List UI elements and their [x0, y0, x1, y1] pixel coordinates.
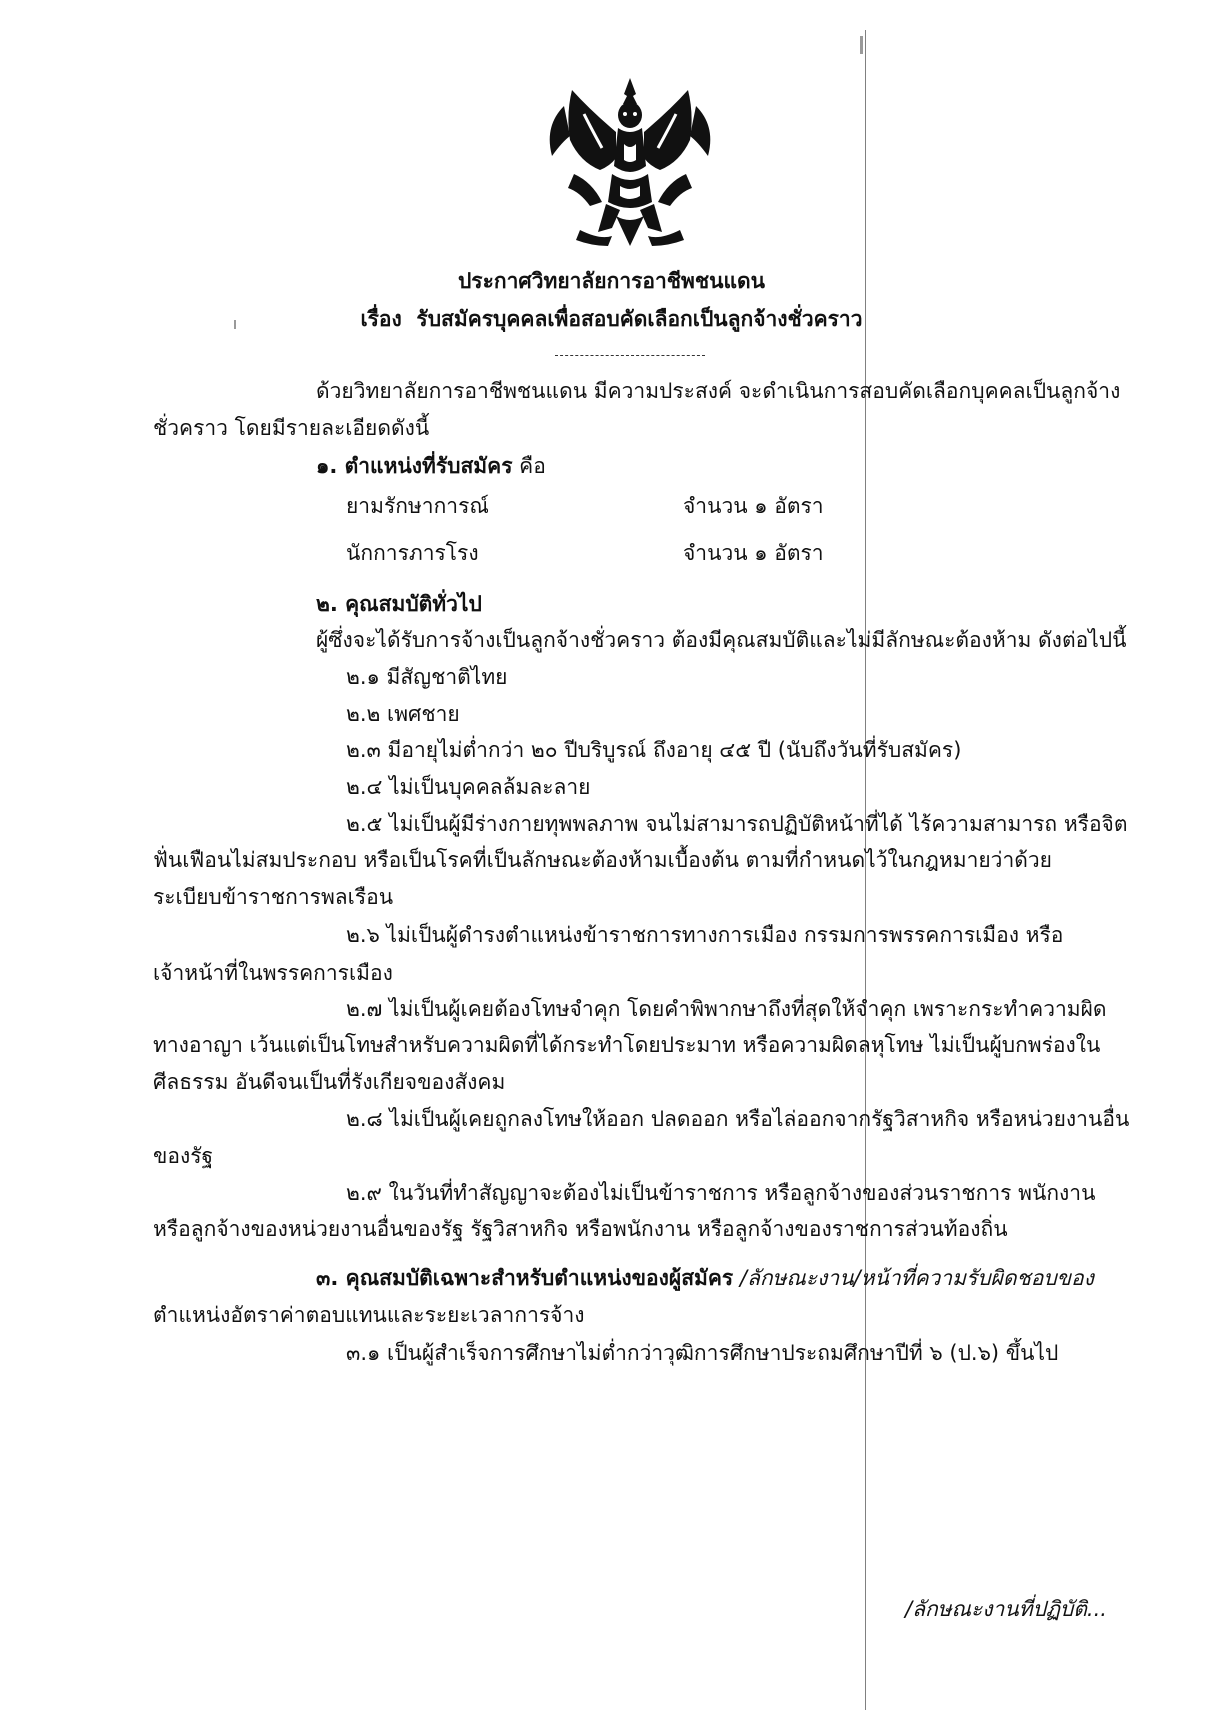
qualification-item: ๓.๑ เป็นผู้สำเร็จการศึกษาไม่ต่ำกว่าวุฒิการศึกษาประถมศึกษาปีที่ ๖ (ป.๖) ขึ้นไป	[346, 1341, 1059, 1365]
position-count: จำนวน ๑ อัตรา	[683, 494, 824, 518]
qualification-item: ๒.๓ มีอายุไม่ต่ำกว่า ๒๐ ปีบริบูรณ์ ถึงอายุ ๔๕ ปี (นับถึงวันที่รับสมัคร)	[346, 738, 962, 762]
qualification-item: ๒.๗ ไม่เป็นผู้เคยต้องโทษจำคุก โดยคำพิพากษาถึงที่สุดให้จำคุก เพราะกระทำความผิด	[346, 997, 1107, 1021]
qualification-item: ๒.๙ ในวันที่ทำสัญญาจะต้องไม่เป็นข้าราชการ หรือลูกจ้างของส่วนราชการ พนักงาน	[346, 1181, 1096, 1205]
qualification-continuation: เจ้าหน้าที่ในพรรคการเมือง	[153, 961, 393, 985]
section-3-line-2: ตำแหน่งอัตราค่าตอบแทนและระยะเวลาการจ้าง	[153, 1303, 585, 1327]
garuda-emblem-icon	[540, 70, 720, 260]
intro-line-2: ชั่วคราว โดยมีรายละเอียดดังนี้	[153, 416, 430, 440]
qualification-item: ๒.๕ ไม่เป็นผู้มีร่างกายทุพพลภาพ จนไม่สามารถปฏิบัติหน้าที่ได้ ไร้ความสามารถ หรือจิต	[346, 812, 1128, 836]
qualification-item: ๒.๘ ไม่เป็นผู้เคยถูกลงโทษให้ออก ปลดออก หรือไล่ออกจากรัฐวิสาหกิจ หรือหน่วยงานอื่น	[346, 1107, 1130, 1131]
subject-line	[0, 306, 1223, 332]
intro-line-1: ด้วยวิทยาลัยการอาชีพชนแดน มีความประสงค์ จะดำเนินการสอบคัดเลือกบุคคลเป็นลูกจ้าง	[316, 379, 1121, 403]
section-2-intro: ผู้ซึ่งจะได้รับการจ้างเป็นลูกจ้างชั่วคราว ต้องมีคุณสมบัติและไม่มีลักษณะต้องห้าม ดังต่อไปนี้	[316, 628, 1127, 652]
qualification-continuation: ทางอาญา เว้นแต่เป็นโทษสำหรับความผิดที่ได้กระทำโดยประมาท หรือความผิดลหุโทษ ไม่เป็นผู้บกพร่องใน	[153, 1033, 1101, 1057]
qualification-continuation: ระเบียบข้าราชการพลเรือน	[153, 885, 394, 909]
title-divider	[555, 355, 705, 356]
subject-label: เรื่อง	[360, 307, 402, 331]
scan-speck	[860, 36, 863, 54]
qualification-item: ๒.๑ มีสัญชาติไทย	[346, 665, 508, 689]
section-3-title-rest: /ลักษณะงาน/หน้าที่ความรับผิดชอบของ	[739, 1266, 1094, 1290]
page-title: ประกาศวิทยาลัยการอาชีพชนแดน	[457, 269, 766, 293]
position-count: จำนวน ๑ อัตรา	[683, 541, 824, 565]
section-1-title: ๑. ตำแหน่งที่รับสมัคร	[316, 454, 513, 478]
position-name: ยามรักษาการณ์	[346, 494, 489, 518]
qualification-continuation: ศีลธรรม อันดีจนเป็นที่รังเกียจของสังคม	[153, 1070, 506, 1094]
section-3-heading	[316, 1265, 1094, 1291]
section-3-title: ๓. คุณสมบัติเฉพาะสำหรับตำแหน่งของผู้สมัคร	[316, 1266, 734, 1290]
section-1-heading	[316, 453, 546, 479]
qualification-item: ๒.๔ ไม่เป็นบุคคลล้มละลาย	[346, 775, 591, 799]
continued-note: /ลักษณะงานที่ปฏิบัติ...	[905, 1597, 1107, 1621]
section-2-heading: ๒. คุณสมบัติทั่วไป	[316, 592, 482, 616]
qualification-continuation: หรือลูกจ้างของหน่วยงานอื่นของรัฐ รัฐวิสาหกิจ หรือพนักงาน หรือลูกจ้างของราชการส่วนท้องถิ่น	[153, 1217, 1008, 1241]
qualification-item: ๒.๖ ไม่เป็นผู้ดำรงตำแหน่งข้าราชการทางการเมือง กรรมการพรรคการเมือง หรือ	[346, 923, 1064, 947]
position-name: นักการภารโรง	[346, 541, 479, 565]
subject-text: รับสมัครบุคคลเพื่อสอบคัดเลือกเป็นลูกจ้างชั่วคราว	[416, 307, 863, 331]
section-1-suffix: คือ	[519, 454, 546, 478]
qualification-continuation: ของรัฐ	[153, 1144, 214, 1168]
qualification-continuation: ฟั่นเฟือนไม่สมประกอบ หรือเป็นโรคที่เป็นลักษณะต้องห้ามเบื้องต้น ตามที่กำหนดไว้ในกฎหมายว่าด้วย	[153, 848, 1052, 872]
qualification-item: ๒.๒ เพศชาย	[346, 702, 460, 726]
